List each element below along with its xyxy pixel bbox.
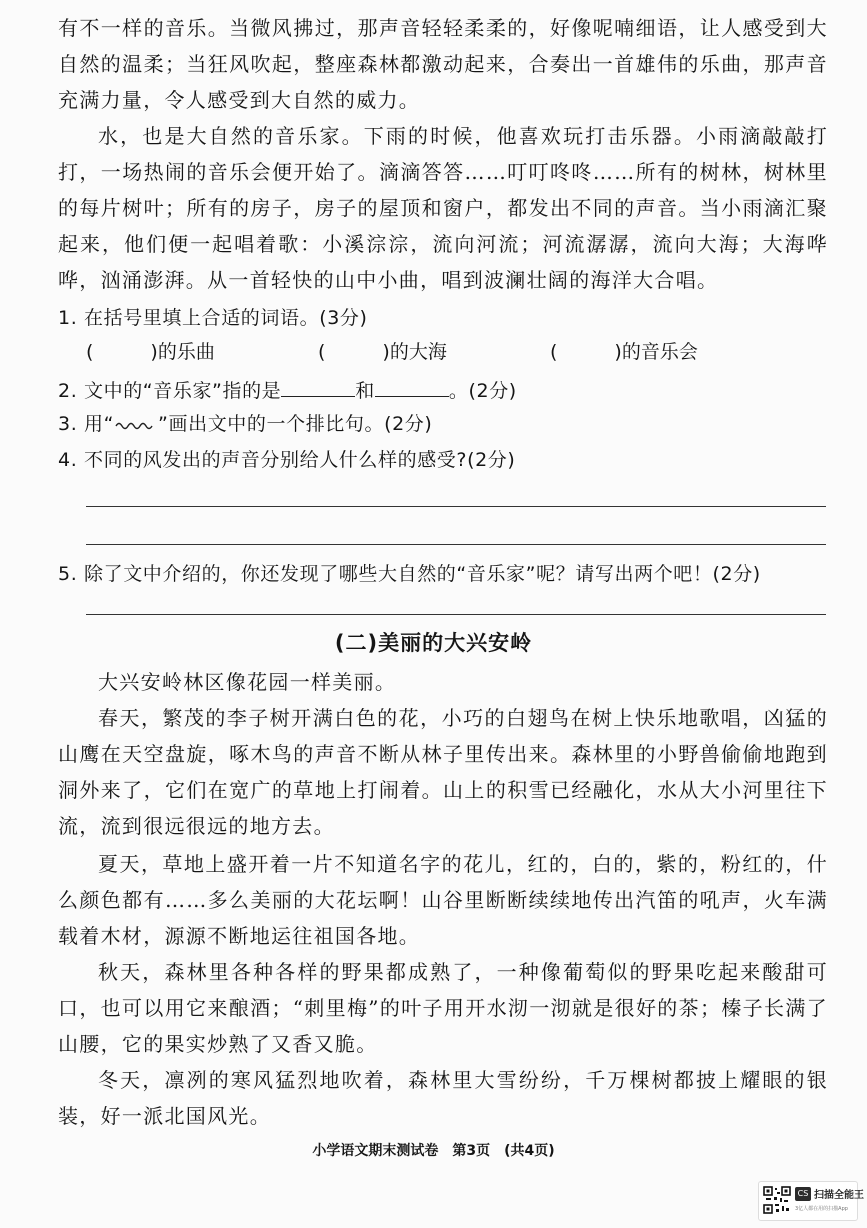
scanner-watermark: [758, 1181, 864, 1221]
wavy-underline-icon: [114, 418, 158, 432]
page-footer: 小学语文期末测试卷 第3页 (共4页): [312, 1143, 555, 1159]
section-title: (二)美丽的大兴安岭: [334, 631, 533, 655]
section2-paragraph-spring: 春天，繁茂的李子树开满白色的花，小巧的白翅鸟在树上快乐地歌唱，凶猛的山鹰在天空盘旋，啄木鸟的声音不断从林子里传出来。森林里的小野兽偷偷地跑到洞外来了，它们在宽广的草地上打闹着。山上的积雪已经融化，水从大小河里往下流，流到很远很远的地方去。: [58, 706, 828, 838]
question-4: [58, 446, 848, 474]
question-text: 用“: [84, 413, 115, 435]
question-number: 5.: [58, 563, 78, 585]
answer-line-4a[interactable]: [86, 506, 826, 507]
section2-paragraph-0: 大兴安岭林区像花园一样美丽。: [98, 670, 397, 694]
question-2: [58, 376, 848, 405]
question-number: 2.: [58, 380, 78, 402]
answer-blank-2[interactable]: [375, 376, 449, 397]
question-number: 3.: [58, 413, 78, 435]
camscanner-name: 扫描全能王: [814, 1190, 864, 1201]
question-text-and: 和: [355, 380, 375, 402]
passage-paragraph-1: 有不一样的音乐。当微风拂过，那声音轻轻柔柔的，好像呢喃细语，让人感受到大自然的温柔；当狂风吹起，整座森林都激动起来，合奏出一首雄伟的乐曲，那声音充满力量，令人感受到大自然的威力。: [58, 16, 828, 112]
qr-code-icon: [763, 1186, 791, 1214]
question-text: 不同的风发出的声音分别给人什么样的感受?(2分): [84, 449, 516, 471]
question-5: [58, 560, 848, 588]
passage-paragraph-2: 水，也是大自然的音乐家。下雨的时候，他喜欢玩打击乐器。小雨滴敲敲打打，一场热闹的音乐会便开始了。滴滴答答……叮叮咚咚……所有的树林，树林里的每片树叶；所有的房子，房子的屋顶和窗户，都发出不同的声音。当小雨滴汇聚起来，他们便一起唱着歌：小溪淙淙，流向河流；河流潺潺，流向大海；大海哗哗，汹涌澎湃。从一首轻快的山中小曲，唱到波澜壮阔的海洋大合唱。: [58, 124, 828, 292]
question-1: [58, 304, 848, 332]
fill-blank-3[interactable]: ( )的音乐会: [550, 341, 698, 363]
camscanner-subtitle: 3亿人都在用的扫描App: [795, 1206, 848, 1212]
answer-line-4b[interactable]: [86, 544, 826, 545]
question-text: 在括号里填上合适的词语。(3分): [84, 307, 368, 329]
fill-blank-2[interactable]: ( )的大海: [318, 341, 447, 363]
fill-blank-1[interactable]: ( )的乐曲: [86, 341, 215, 363]
question-text: 除了文中介绍的，你还发现了哪些大自然的“音乐家”呢？请写出两个吧！(2分): [84, 563, 761, 585]
camscanner-logo: CS: [795, 1187, 811, 1201]
question-number: 4.: [58, 449, 78, 471]
section2-paragraph-summer: 夏天，草地上盛开着一片不知道名字的花儿，红的，白的，紫的，粉红的，什么颜色都有……多么美丽的大花坛啊！山谷里断断续续地传出汽笛的吼声，火车满载着木材，源源不断地运往祖国各地。: [58, 852, 828, 948]
question-3: [58, 410, 848, 438]
section2-paragraph-winter: 冬天，凛冽的寒风猛烈地吹着，森林里大雪纷纷，千万棵树都披上耀眼的银装，好一派北国风光。: [58, 1068, 828, 1128]
question-text: 文中的“音乐家”指的是: [84, 380, 282, 402]
question-text-2: ”画出文中的一个排比句。(2分): [158, 413, 433, 435]
answer-blank-1[interactable]: [281, 376, 355, 397]
section2-paragraph-autumn: 秋天，森林里各种各样的野果都成熟了，一种像葡萄似的野果吃起来酸甜可口，也可以用它来酿酒；“刺里梅”的叶子用开水沏一沏就是很好的茶；榛子长满了山腰，它的果实炒熟了又香又脆。: [58, 960, 828, 1056]
answer-line-5[interactable]: [86, 614, 826, 615]
question-score: 。(2分): [448, 380, 517, 402]
question-1-blanks: [86, 338, 826, 366]
question-number: 1.: [58, 307, 78, 329]
